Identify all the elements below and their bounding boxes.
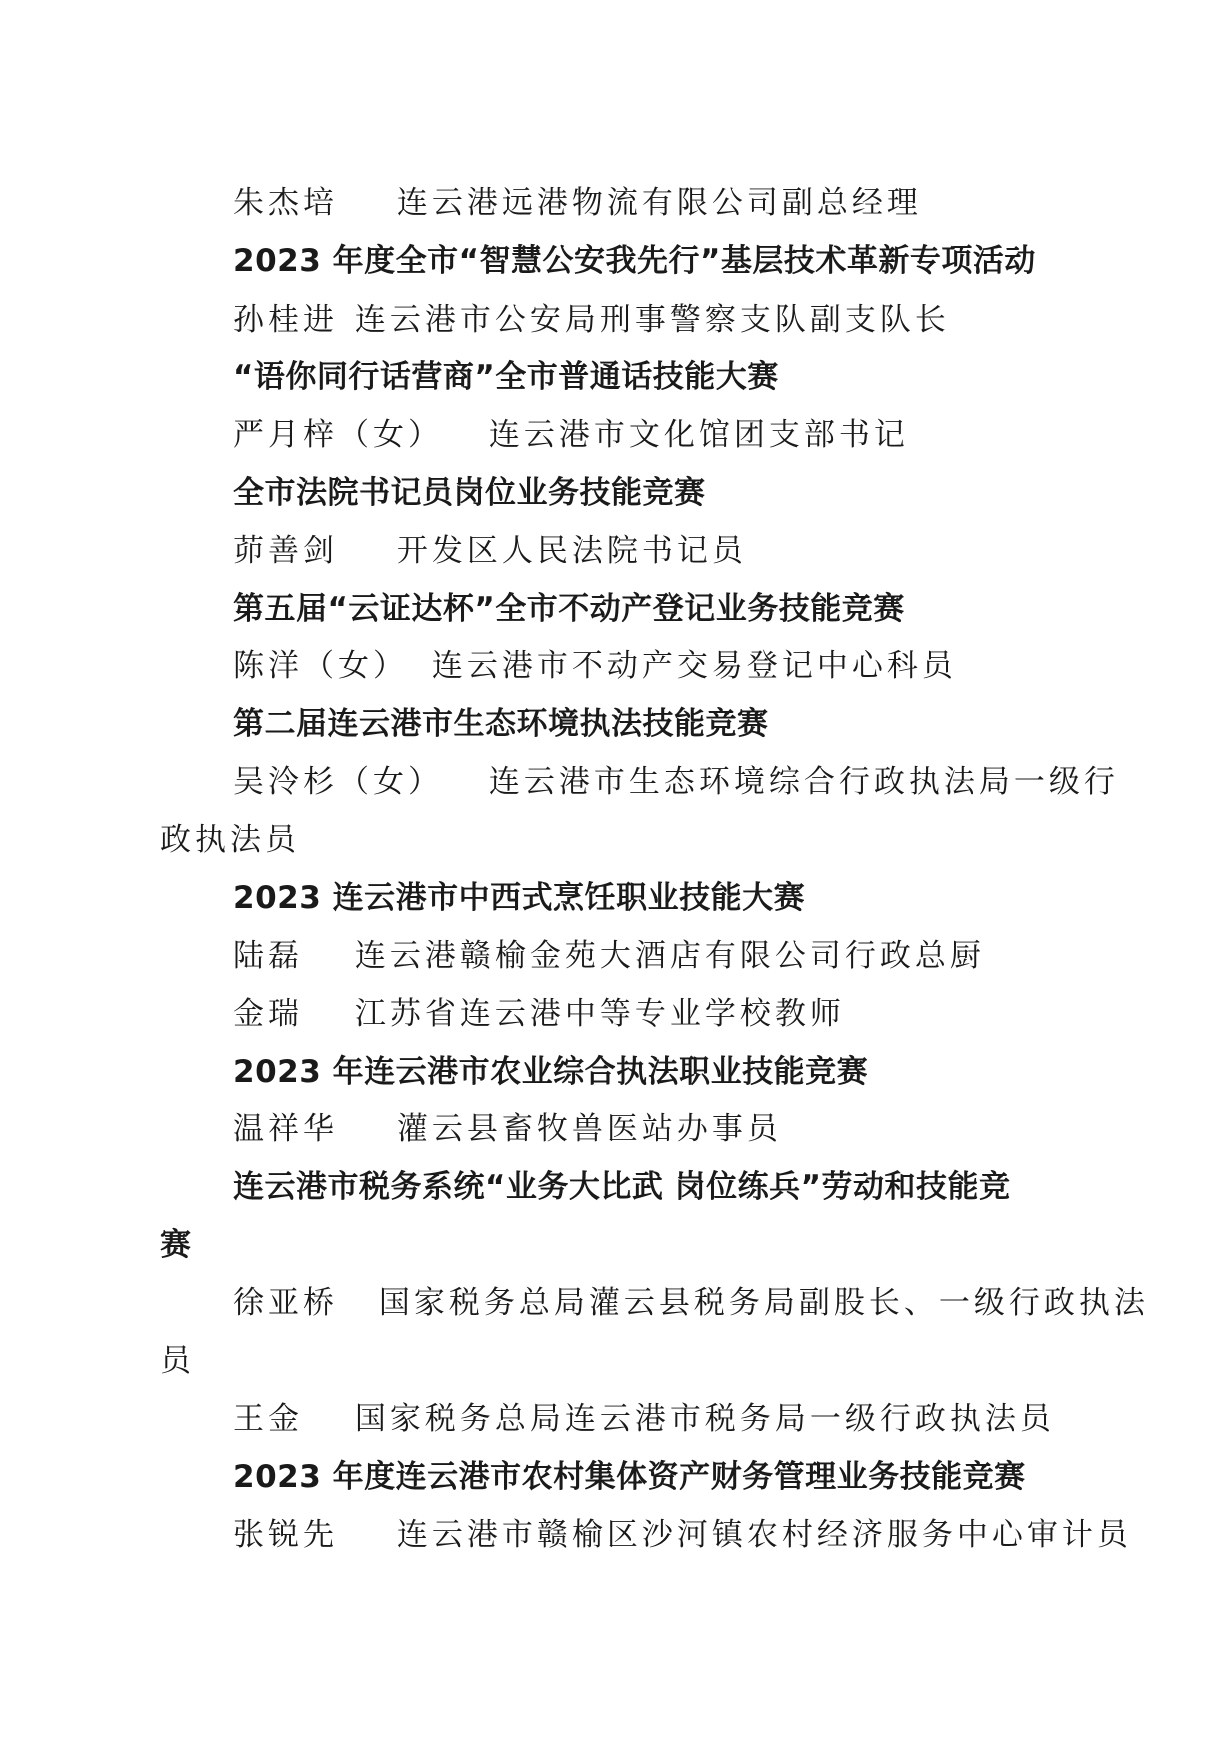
competition-heading: 2023 年连云港市农业综合执法职业技能竞赛 <box>233 1054 869 1090</box>
competition-heading: “语你同行话营商”全市普通话技能大赛 <box>233 359 779 395</box>
awardee-organization: 灌云县畜牧兽医站办事员 <box>396 1111 782 1147</box>
awardee-organization: 连云港市文化馆团支部书记 <box>488 417 909 453</box>
awardee-entry <box>233 1283 1149 1323</box>
awardee-name: 吴泠杉（女） <box>233 764 443 800</box>
competition-heading: 2023 年度全市“智慧公安我先行”基层技术革新专项活动 <box>233 243 1036 279</box>
awardee-organization: 连云港市不动产交易登记中心科员 <box>431 648 957 684</box>
continuation-line: 政执法员 <box>160 822 300 858</box>
competition-heading-continuation: 赛 <box>160 1227 192 1263</box>
awardee-name: 张锐先 <box>233 1517 338 1553</box>
awardee-name: 陆磊 <box>233 938 303 974</box>
awardee-organization: 开发区人民法院书记员 <box>396 533 747 569</box>
awardee-entry <box>233 1399 1055 1439</box>
awardee-entry <box>233 936 985 976</box>
competition-heading: 全市法院书记员岗位业务技能竞赛 <box>233 475 706 511</box>
awardee-entry <box>233 994 845 1034</box>
awardee-organization: 连云港市赣榆区沙河镇农村经济服务中心审计员 <box>396 1517 1132 1553</box>
awardee-entry <box>233 415 909 455</box>
awardee-entry <box>233 1109 782 1149</box>
awardee-organization: 连云港赣榆金苑大酒店有限公司行政总厨 <box>354 938 985 974</box>
awardee-organization: 连云港市生态环境综合行政执法局一级行 <box>488 764 1119 800</box>
awardee-name: 金瑞 <box>233 996 303 1032</box>
competition-heading: 第五届“云证达杯”全市不动产登记业务技能竞赛 <box>233 591 905 627</box>
competition-heading: 第二届连云港市生态环境执法技能竞赛 <box>233 706 769 742</box>
competition-heading: 连云港市税务系统“业务大比武 岗位练兵”劳动和技能竞 <box>233 1169 1011 1205</box>
awardee-name: 茆善剑 <box>233 533 338 569</box>
awardee-name: 陈洋（女） <box>233 648 408 684</box>
awardee-organization: 江苏省连云港中等专业学校教师 <box>354 996 845 1032</box>
competition-heading: 2023 连云港市中西式烹饪职业技能大赛 <box>233 880 806 916</box>
competition-heading: 2023 年度连云港市农村集体资产财务管理业务技能竞赛 <box>233 1459 1026 1495</box>
awardee-entry <box>233 1515 1132 1555</box>
awardee-entry <box>233 183 922 223</box>
continuation-line: 员 <box>160 1343 195 1379</box>
awardee-organization: 国家税务总局灌云县税务局副股长、一级行政执法 <box>378 1285 1149 1321</box>
awardee-name: 王金 <box>233 1401 303 1437</box>
awardee-organization: 国家税务总局连云港市税务局一级行政执法员 <box>354 1401 1055 1437</box>
awardee-organization: 连云港市公安局刑事警察支队副支队长 <box>354 302 950 338</box>
awardee-organization: 连云港远港物流有限公司副总经理 <box>396 185 922 221</box>
awardee-entry <box>233 300 950 340</box>
awardee-entry <box>233 646 957 686</box>
awardee-name: 徐亚桥 <box>233 1285 338 1321</box>
awardee-name: 孙桂进 <box>233 302 338 338</box>
awardee-name: 朱杰培 <box>233 185 338 221</box>
awardee-entry <box>233 531 747 571</box>
awardee-name: 温祥华 <box>233 1111 338 1147</box>
awardee-entry <box>233 762 1119 802</box>
awardee-name: 严月梓（女） <box>233 417 443 453</box>
